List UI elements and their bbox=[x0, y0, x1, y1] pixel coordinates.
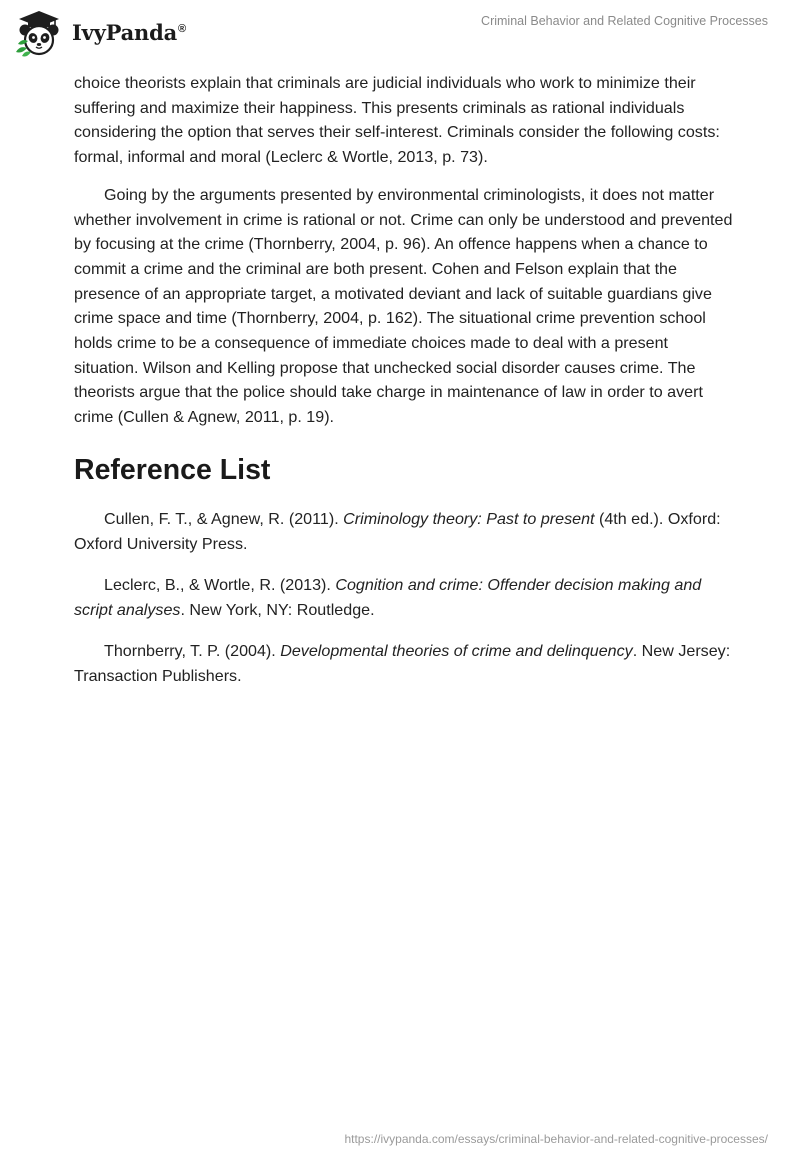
reference-title: Cognition and crime: Offender decision making and script analyses bbox=[74, 575, 702, 619]
paragraph-1: choice theorists explain that criminals are judicial individuals who work to minimize their suffering and maximize their happiness. This presents criminals as rational individuals considering the option that serves their self-interest. Criminals consider the following costs: formal, informal and moral (Leclerc & Wortle, 2013, p. 73). bbox=[74, 74, 720, 167]
reference-item-2: Leclerc, B., & Wortle, R. (2013). Cognition and crime: Offender decision making and script analyses. New York, NY: Routledge. bbox=[74, 575, 702, 619]
brand-name: IvyPanda® bbox=[72, 19, 186, 45]
source-url[interactable]: https://ivypanda.com/essays/criminal-behavior-and-related-cognitive-processes/ bbox=[344, 1132, 768, 1146]
essay-content bbox=[74, 71, 734, 705]
ivypanda-logo[interactable] bbox=[14, 8, 186, 58]
reference-title: Developmental theories of crime and delinquency bbox=[280, 641, 633, 660]
reference-item-1: Cullen, F. T., & Agnew, R. (2011). Criminology theory: Past to present (4th ed.). Oxford: Oxford University Press. bbox=[74, 509, 721, 553]
page-header bbox=[0, 0, 800, 66]
reference-item-3: Thornberry, T. P. (2004). Developmental theories of crime and delinquency. New Jersey: Transaction Publishers. bbox=[74, 641, 731, 685]
running-title: Criminal Behavior and Related Cognitive Processes bbox=[481, 14, 768, 28]
paragraph-2: Going by the arguments presented by environmental criminologists, it does not matter whether involvement in crime is rational or not. Crime can only be understood and prevented by focusing at the crime (Thornberry, 2004, p. 96). An offence happens when a chance to commit a crime and the criminal are both present. Cohen and Felson explain that the presence of an appropriate target, a motivated deviant and lack of suitable guardians give crime space and time (Thornberry, 2004, p. 162). The situational crime prevention school holds crime to be a consequence of immediate choices made to deal with a present situation. Wilson and Kelling propose that unchecked social disorder causes crime. The theorists argue that the police should take charge in maintenance of law in order to avert crime (Cullen & Agnew, 2011, p. 19). bbox=[74, 185, 733, 427]
reference-list-heading: Reference List bbox=[74, 453, 271, 486]
reference-title: Criminology theory: Past to present bbox=[343, 509, 595, 528]
registered-mark: ® bbox=[178, 22, 186, 35]
panda-graduate-icon bbox=[14, 8, 64, 58]
